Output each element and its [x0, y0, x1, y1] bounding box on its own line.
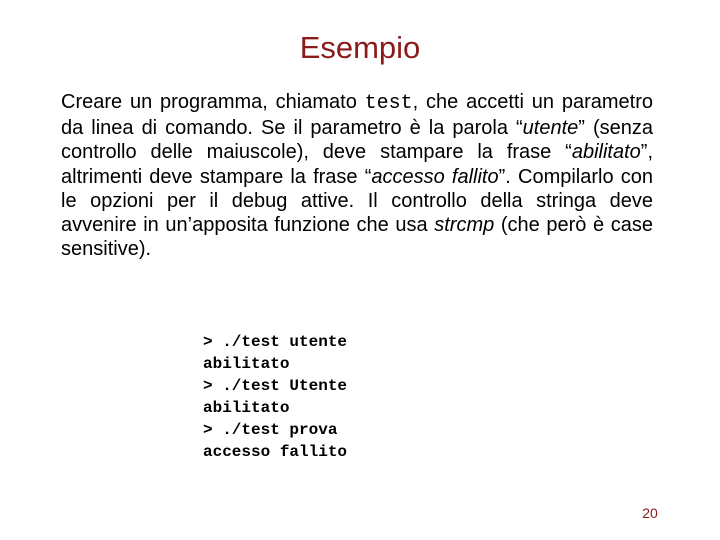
text-segment: ”. Compilarlo con le opzioni per il debug attive. Il controllo della stringa deve avvenire in un’apposita funzione che usa	[61, 165, 654, 237]
code-line: > ./test Utente	[203, 377, 348, 395]
page-number: 20	[642, 505, 658, 521]
exercise-description	[61, 90, 653, 261]
text-segment: (che però è case sensitive).	[61, 214, 653, 261]
emphasis-strcmp: strcmp	[434, 214, 495, 237]
text-segment: ”, altrimenti deve stampare la frase “	[61, 141, 653, 188]
emphasis-abilitato: abilitato	[571, 141, 641, 164]
text-segment: ” (senza controllo delle maiuscole), deve stampare la frase “	[61, 117, 654, 164]
emphasis-utente: utente	[522, 117, 579, 140]
code-line: > ./test utente	[203, 333, 348, 351]
code-line: accesso fallito	[203, 443, 348, 461]
slide-title: Esempio	[299, 30, 421, 65]
emphasis-accesso-fallito: accesso fallito	[371, 165, 499, 188]
text-segment: Creare un programma, chiamato	[61, 91, 365, 113]
code-line: abilitato	[203, 355, 290, 373]
code-line: abilitato	[203, 399, 290, 417]
inline-code-test: test	[364, 92, 413, 115]
text-segment: , che accetti un parametro da linea di comando. Se il parametro è la parola “	[61, 91, 653, 140]
code-example	[203, 331, 347, 463]
code-line: > ./test prova	[203, 421, 338, 439]
